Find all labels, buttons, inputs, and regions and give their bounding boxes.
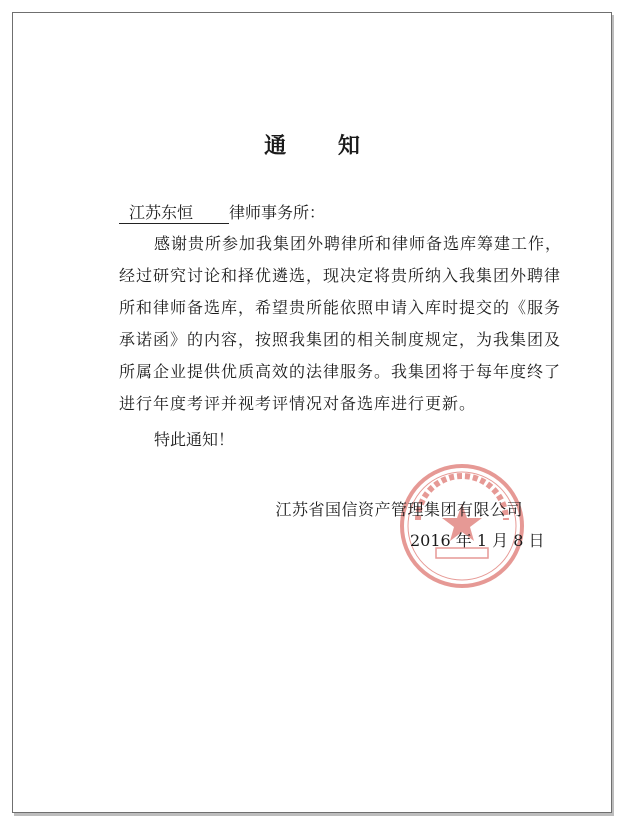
company-seal-stamp xyxy=(396,460,528,592)
notice-date: 2016 年 1 月 8 日 xyxy=(410,531,545,550)
body-line: 进行年度考评并视考评情况对备选库进行更新。 xyxy=(119,394,477,413)
body-line: 承诺函》的内容，按照我集团的相关制度规定，为我集团及 xyxy=(119,330,562,349)
notice-body xyxy=(119,228,589,420)
body-line: 经过研究讨论和择优遴选，现决定将贵所纳入我集团外聘律 xyxy=(119,266,562,285)
notice-title: 通 知 xyxy=(264,134,382,159)
closing-text: 特此通知！ xyxy=(154,430,235,449)
addressee-line xyxy=(119,200,325,224)
body-line: 所和律师备选库，希望贵所能依照申请入库时提交的《服务 xyxy=(119,298,562,317)
addressee-suffix: 律师事务所： xyxy=(229,203,326,222)
addressee-name: 江苏东恒 xyxy=(119,200,229,224)
body-line: 感谢贵所参加我集团外聘律所和律师备选库筹建工作， xyxy=(154,234,563,253)
document-page xyxy=(12,12,612,813)
body-line: 所属企业提供优质高效的法律服务。我集团将于每年度终了 xyxy=(119,362,562,381)
organization-name: 江苏省国信资产管理集团有限公司 xyxy=(275,500,523,519)
